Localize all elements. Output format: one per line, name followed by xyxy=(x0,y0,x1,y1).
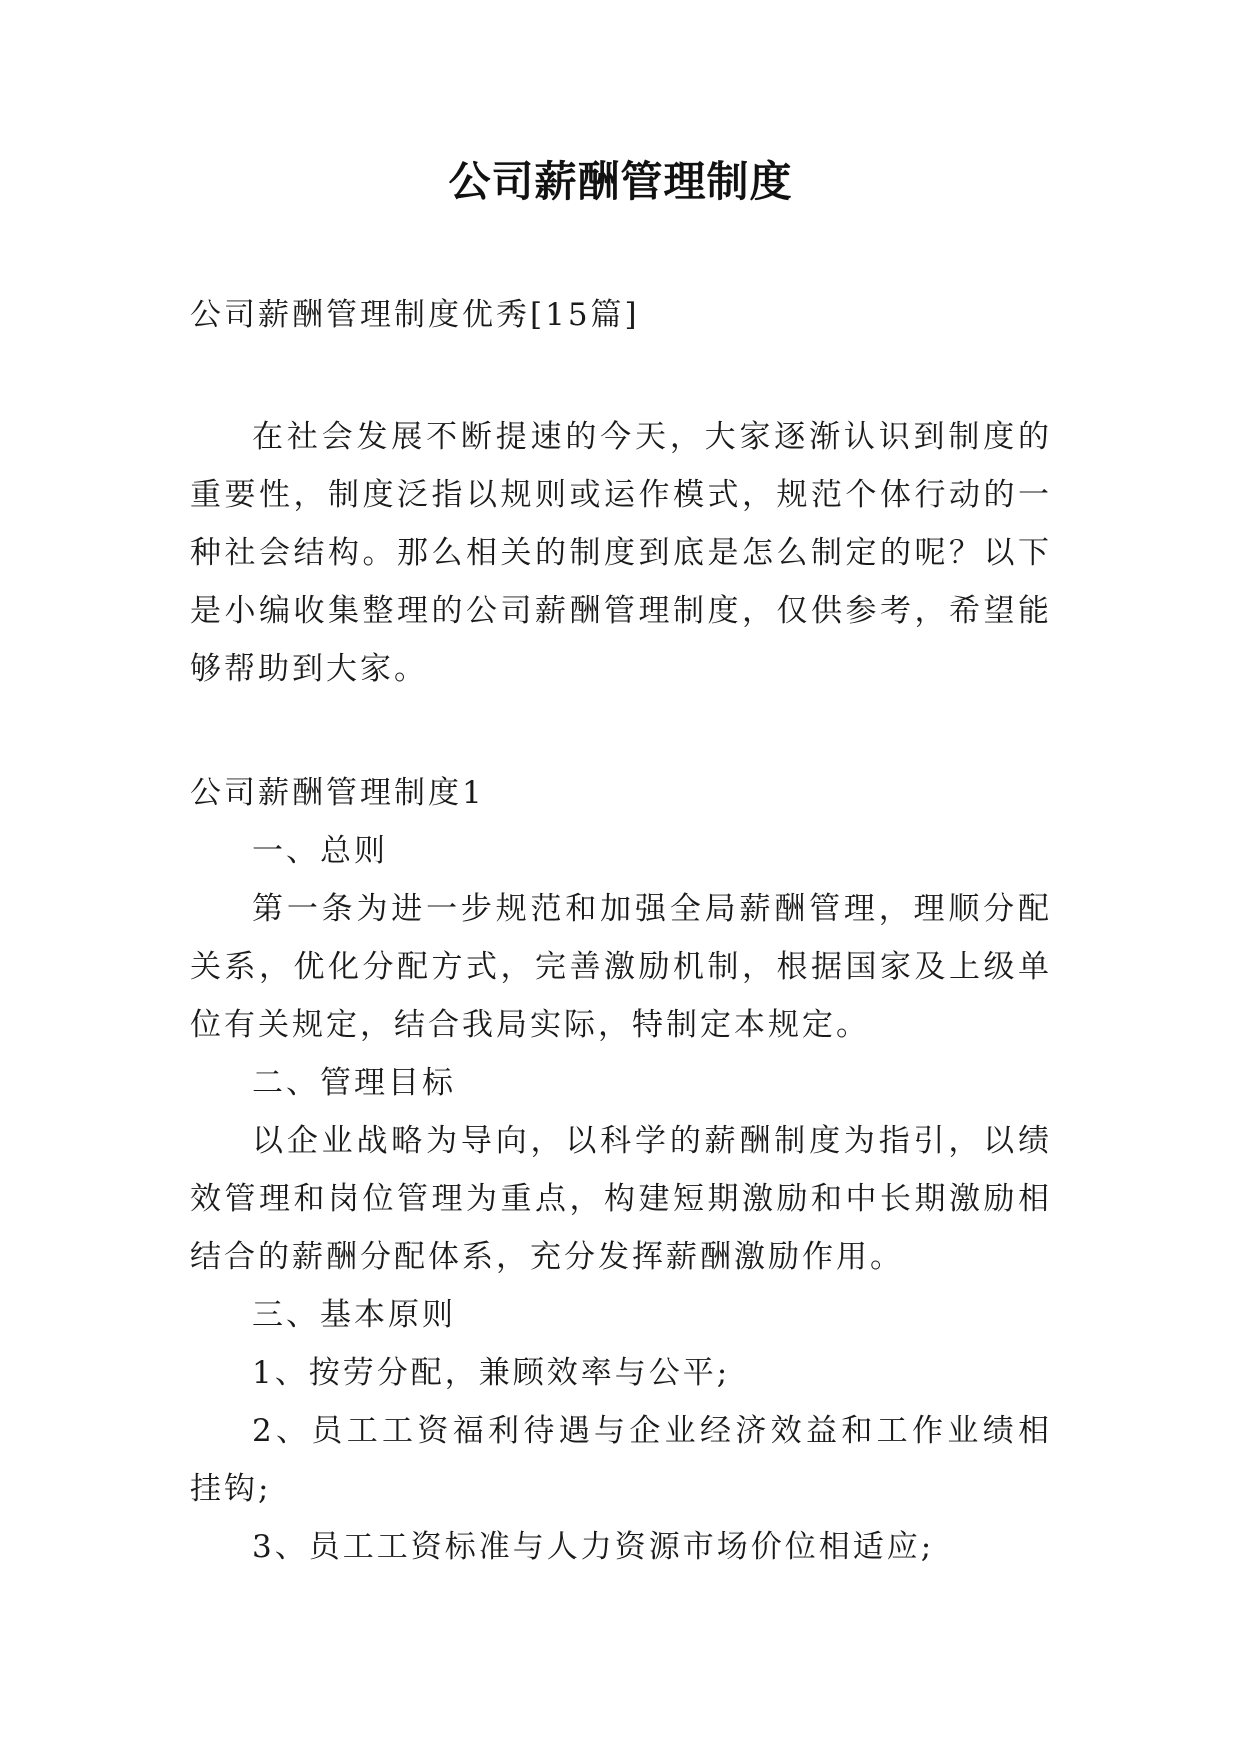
principle-item-1: 1、按劳分配，兼顾效率与公平; xyxy=(252,1355,731,1391)
paragraph-management-goals: 以企业战略为导向，以科学的薪酬制度为指引，以绩效管理和岗位管理为重点，构建短期激励和中长期激励相结合的薪酬分配体系，充分发挥薪酬激励作用。 xyxy=(190,1123,1052,1275)
principle-item-3: 3、员工工资标准与人力资源市场价位相适应; xyxy=(252,1529,935,1565)
document-subtitle: 公司薪酬管理制度优秀[15篇] xyxy=(190,297,640,333)
heading-management-goals: 二、管理目标 xyxy=(252,1065,456,1101)
section-title: 公司薪酬管理制度1 xyxy=(190,775,485,811)
heading-basic-principles: 三、基本原则 xyxy=(252,1297,456,1333)
paragraph-article-one: 第一条为进一步规范和加强全局薪酬管理，理顺分配关系，优化分配方式，完善激励机制，根据国家及上级单位有关规定，结合我局实际，特制定本规定。 xyxy=(190,891,1052,1043)
intro-paragraph: 在社会发展不断提速的今天，大家逐渐认识到制度的重要性，制度泛指以规则或运作模式，规范个体行动的一种社会结构。那么相关的制度到底是怎么制定的呢？以下是小编收集整理的公司薪酬管理制度，仅供参考，希望能够帮助到大家。 xyxy=(190,419,1052,687)
document-title: 公司薪酬管理制度 xyxy=(448,157,793,206)
principle-item-2: 2、员工工资福利待遇与企业经济效益和工作业绩相挂钩; xyxy=(190,1413,1052,1507)
document-body xyxy=(190,286,1052,1576)
heading-general: 一、总则 xyxy=(252,833,388,869)
